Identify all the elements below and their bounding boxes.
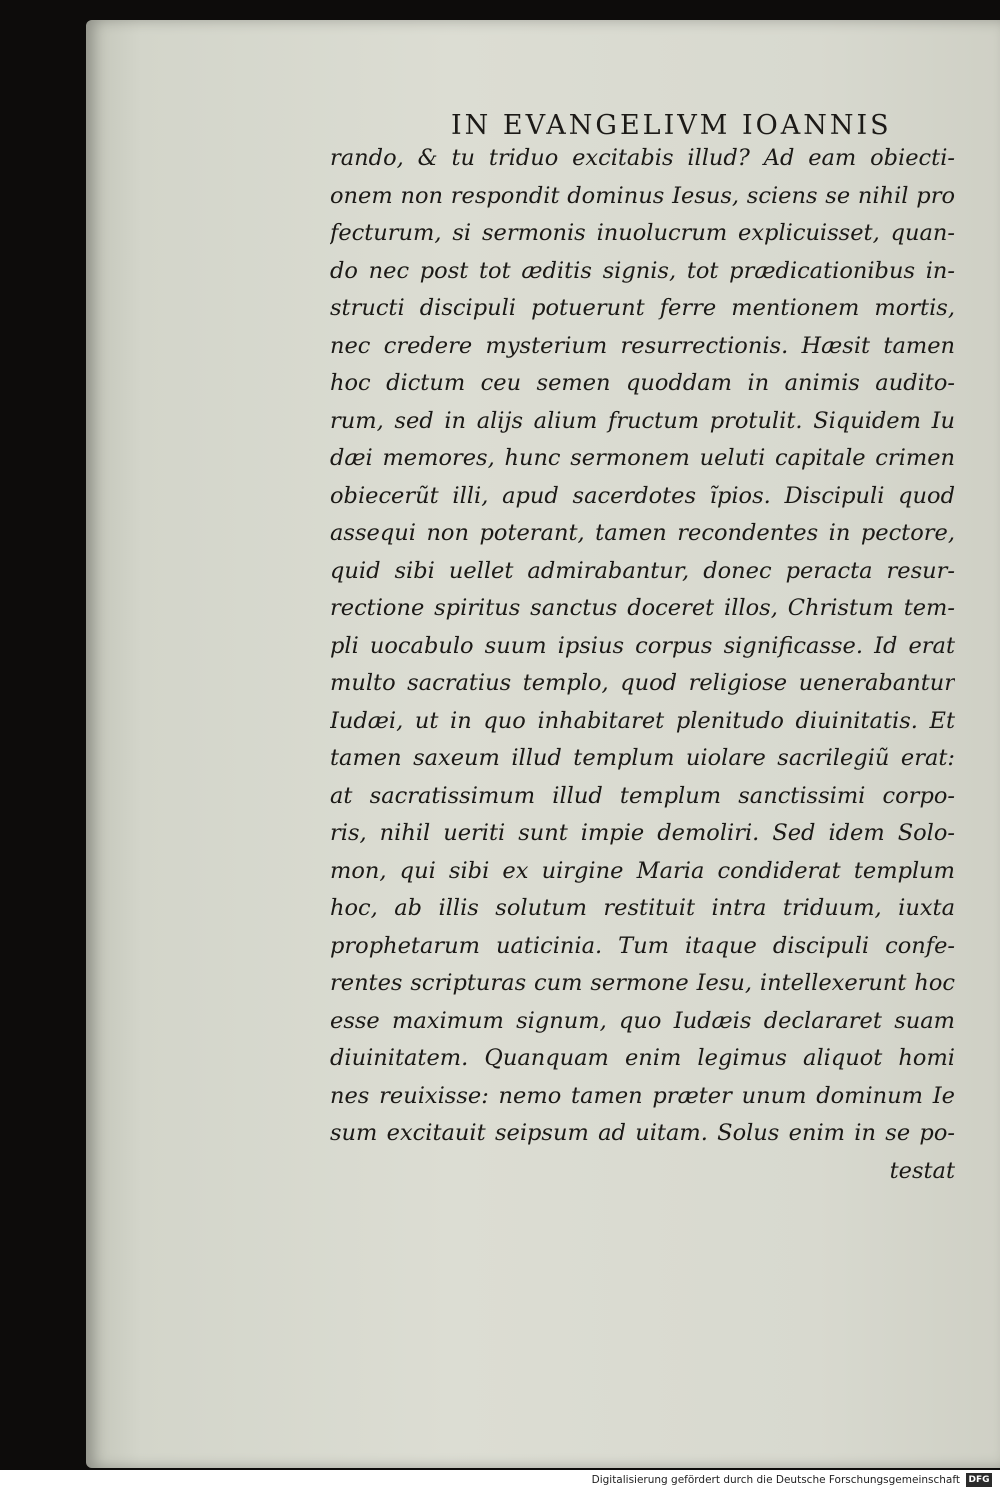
text-line: diuinitatem. Quanquam enim legimus aliquot homi xyxy=(330,1045,955,1071)
text-line: fecturum, si sermonis inuolucrum explicuisset, quan- xyxy=(330,220,955,246)
text-line: nec credere mysterium resurrectionis. Hæsit tamen xyxy=(330,332,955,359)
text-line: structi discipuli potuerunt ferre mentionem mortis, xyxy=(330,295,955,321)
page-text-block xyxy=(330,140,955,1190)
text-line: dæi memores, hunc sermonem ueluti capitale crimen xyxy=(330,445,955,471)
text-line: quid sibi uellet admirabantur, donec peracta resur- xyxy=(330,557,955,584)
catchword: testat xyxy=(889,1157,955,1184)
text-line: esse maximum signum, quo Iudæis declararet suam xyxy=(330,1007,955,1034)
running-head: IN EVANGELIVM IOANNIS xyxy=(451,110,892,141)
text-line: onem non respondit dominus Iesus, sciens se nihil pro xyxy=(330,182,955,209)
footer-bar xyxy=(0,1470,1000,1491)
text-line: obiecerũt illi, apud sacerdotes ĩpios. Discipuli quod xyxy=(330,482,955,509)
text-line: pli uocabulo suum ipsius corpus significasse. Id erat xyxy=(330,632,955,659)
text-line: Iudæi, ut in quo inhabitaret plenitudo diuinitatis. Et xyxy=(330,707,955,734)
text-line: rentes scripturas cum sermone Iesu, intellexerunt hoc xyxy=(330,970,955,996)
dfg-logo-icon: DFG xyxy=(966,1473,992,1487)
text-line: do nec post tot æditis signis, tot prædicationibus in- xyxy=(330,257,955,284)
text-line: sum excitauit seipsum ad uitam. Solus enim in se po- xyxy=(330,1120,955,1146)
funding-credit: Digitalisierung gefördert durch die Deutsche Forschungsgemeinschaft xyxy=(591,1474,960,1486)
text-line: mon, qui sibi ex uirgine Maria condiderat templum xyxy=(330,857,955,884)
text-line: rectione spiritus sanctus doceret illos, Christum tem- xyxy=(330,595,955,621)
text-line: hoc dictum ceu semen quoddam in animis audito- xyxy=(330,370,955,396)
text-line: rum, sed in alijs alium fructum protulit. Siquidem Iu xyxy=(330,407,955,434)
text-line: ris, nihil ueriti sunt impie demoliri. Sed idem Solo- xyxy=(330,820,955,846)
text-line: prophetarum uaticinia. Tum itaque discipuli confe- xyxy=(330,932,955,959)
text-line: tamen saxeum illud templum uiolare sacrilegiũ erat: xyxy=(330,745,955,771)
text-line: at sacratissimum illud templum sanctissimi corpo- xyxy=(330,782,955,809)
text-line: hoc, ab illis solutum restituit intra triduum, iuxta xyxy=(330,895,955,921)
text-line: multo sacratius templo, quod religiose uenerabantur xyxy=(330,670,955,696)
text-line: nes reuixisse: nemo tamen præter unum dominum Ie xyxy=(330,1082,955,1109)
text-line: assequi non poterant, tamen recondentes in pectore, xyxy=(330,520,955,546)
text-line: rando, & tu triduo excitabis illud? Ad eam obiecti- xyxy=(330,145,955,171)
